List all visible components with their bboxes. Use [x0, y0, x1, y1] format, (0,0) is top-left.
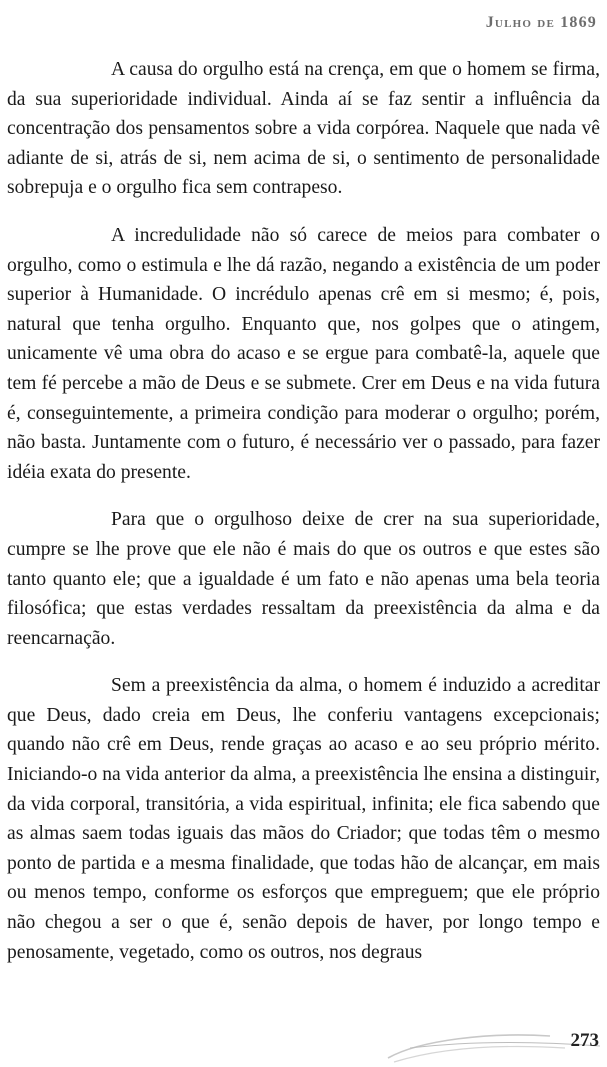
paragraph-1: A causa do orgulho está na crença, em que o homem se firma, da sua superioridade individual. Ainda aí se faz sentir a influência da concentração dos pensamentos sobre a vida corpórea. Naquele que nada vê adiante de si, atrás de si, nem acima de si, o sentimento de personalidade sobrepuja e o orgulho fica sem contrapeso. [7, 59, 600, 199]
page-number: 273 [570, 1030, 599, 1051]
paragraph-3: Para que o orgulhoso deixe de crer na sua superioridade, cumpre se lhe prove que ele não é mais do que os outros e que estes são tanto quanto ele; que a igualdade é um fato e não apenas uma bela teoria filosófica; que estas verdades ressaltam da preexistência da alma e da reencarnação. [7, 509, 600, 649]
page-body [7, 55, 600, 985]
page-footer [380, 1018, 607, 1067]
running-header: Julho de 1869 [485, 14, 597, 31]
paragraph-4: Sem a preexistência da alma, o homem é induzido a acreditar que Deus, dado creia em Deus, lhe conferiu vantagens excepcionais; quando não crê em Deus, rende graças ao acaso e ao seu próprio mérito. Iniciando-o na vida anterior da alma, a preexistência lhe ensina a distinguir, da vida corporal, transitória, a vida espiritual, infinita; ele fica sabendo que as almas saem todas iguais das mãos do Criador; que todas têm o mesmo ponto de partida e a mesma finalidade, que todas hão de alcançar, em mais ou menos tempo, conforme os esforços que empreguem; que ele próprio não chegou a ser o que é, senão depois de haver, por longo tempo e penosamente, vegetado, como os outros, nos degraus [7, 675, 600, 963]
paragraph-2: A incredulidade não só carece de meios para combater o orgulho, como o estimula e lhe dá razão, negando a existência de um poder superior à Humanidade. O incrédulo apenas crê em si mesmo; é, pois, natural que tenha orgulho. Enquanto que, nos golpes que o atingem, unicamente vê uma obra do acaso e se ergue para combatê-la, aquele que tem fé percebe a mão de Deus e se submete. Crer em Deus e na vida futura é, conseguintemente, a primeira condição para moderar o orgulho; porém, não basta. Juntamente com o futuro, é necessário ver o passado, para fazer idéia exata do presente. [7, 224, 600, 483]
